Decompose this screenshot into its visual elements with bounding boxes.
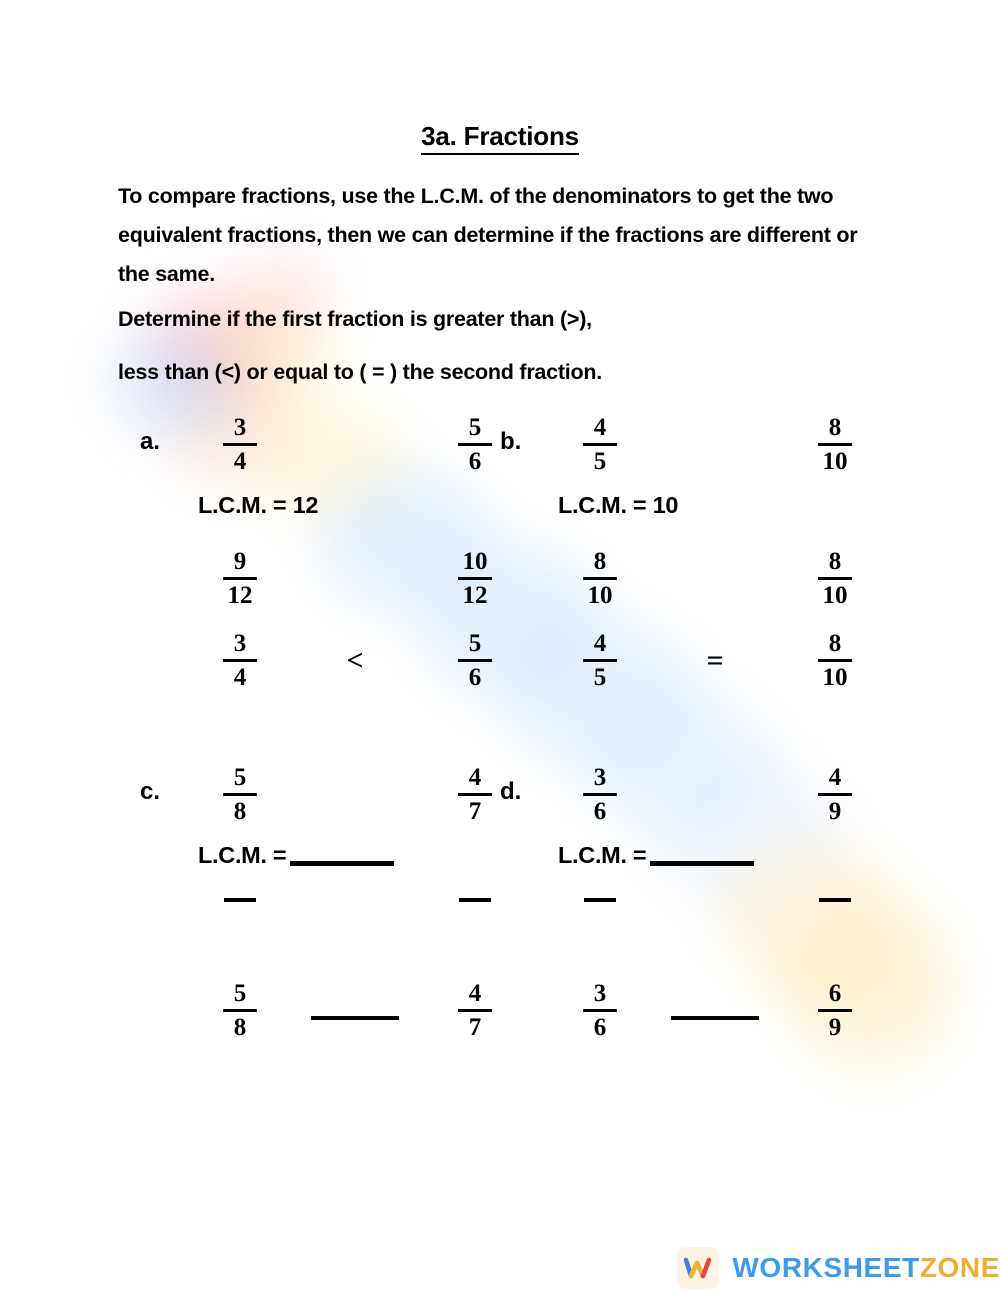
problem-a-lcm-value[interactable]: 12: [292, 492, 319, 518]
problem-c-comparison-blank[interactable]: [300, 994, 410, 1028]
problem-c-lcm: [198, 842, 394, 869]
problem-d-equivalent-right-blank[interactable]: [819, 898, 851, 902]
problem-b-equivalent-left[interactable]: $\frac{8}{10}$: [583, 548, 617, 609]
problem-c-letter: c.: [140, 778, 161, 805]
problem-a-answer-row: [180, 630, 540, 691]
problem-b-given-row: [540, 414, 900, 475]
problem-d-answer-right: $\frac{6}{9}$: [818, 980, 852, 1041]
problem-b-equivalent-right[interactable]: $\frac{8}{10}$: [818, 548, 852, 609]
problem-a-right-fraction: $\frac{5}{6}$: [458, 414, 492, 475]
problem-d-letter: d.: [500, 778, 522, 805]
problem-c-equivalent-right-blank[interactable]: [459, 898, 491, 902]
brand-primary: WORKSHEET: [732, 1252, 920, 1283]
problem-a-equivalent-right[interactable]: $\frac{10}{12}$: [458, 548, 492, 609]
problem-c-lcm-label: L.C.M. =: [198, 842, 287, 868]
problem-d-left-fraction: $\frac{3}{6}$: [583, 764, 617, 825]
page-title: [0, 121, 1000, 152]
problem-c-equivalent-row: [180, 898, 540, 902]
problem-b-answer-row: [540, 630, 900, 691]
problem-c-answer-left: $\frac{5}{8}$: [223, 980, 257, 1041]
problem-a-left-fraction: $\frac{3}{4}$: [223, 414, 257, 475]
problem-b-letter: b.: [500, 428, 522, 455]
problem-a-equivalent-row: [180, 548, 540, 609]
problem-b-comparison-symbol[interactable]: =: [706, 643, 724, 677]
problem-a-given-row: [180, 414, 540, 475]
problem-c-left-fraction: $\frac{5}{8}$: [223, 764, 257, 825]
problem-d-right-fraction: $\frac{4}{9}$: [818, 764, 852, 825]
problem-b-answer-right: $\frac{8}{10}$: [818, 630, 852, 691]
problem-d-given-row: [540, 764, 900, 825]
problem-c-given-row: [180, 764, 540, 825]
problem-b-lcm-label: L.C.M. =: [558, 492, 647, 518]
page-title-text: 3a. Fractions: [421, 121, 579, 155]
problem-d-lcm: [558, 842, 754, 869]
instruction-line-2: less than (<) or equal to ( = ) the second fraction.: [118, 360, 602, 384]
problem-c-lcm-blank[interactable]: [290, 861, 394, 866]
problem-a-answer-right: $\frac{5}{6}$: [458, 630, 492, 691]
problem-a-equivalent-left[interactable]: $\frac{9}{12}$: [223, 548, 257, 609]
w-logo-icon: [677, 1247, 719, 1289]
brand-wordmark: [732, 1252, 1000, 1284]
intro-paragraph: To compare fractions, use the L.C.M. of the denominators to get the two equivalent fractions, then we can determine if the fractions are different or the same.: [118, 184, 858, 286]
problem-a-lcm: [198, 492, 318, 519]
problem-b-answer-left: $\frac{4}{5}$: [583, 630, 617, 691]
problem-d-lcm-label: L.C.M. =: [558, 842, 647, 868]
problem-d-answer-row: [540, 980, 900, 1041]
problem-b-left-fraction: $\frac{4}{5}$: [583, 414, 617, 475]
problem-c-answer-row: [180, 980, 540, 1041]
problem-b-right-fraction: $\frac{8}{10}$: [818, 414, 852, 475]
footer-branding: [677, 1247, 1000, 1289]
problem-a-letter: a.: [140, 428, 161, 455]
problem-d-equivalent-row: [540, 898, 900, 902]
problem-b-equivalent-row: [540, 548, 900, 609]
problem-a-comparison-symbol[interactable]: <: [346, 643, 364, 677]
problem-d-lcm-blank[interactable]: [650, 861, 754, 866]
problem-c-right-fraction: $\frac{4}{7}$: [458, 764, 492, 825]
problem-d-comparison-blank[interactable]: [660, 994, 770, 1028]
problem-c-equivalent-left-blank[interactable]: [224, 898, 256, 902]
problem-c-answer-right: $\frac{4}{7}$: [458, 980, 492, 1041]
problem-a-answer-left: $\frac{3}{4}$: [223, 630, 257, 691]
problem-d-equivalent-left-blank[interactable]: [584, 898, 616, 902]
problem-a-lcm-label: L.C.M. =: [198, 492, 287, 518]
problem-d-answer-left: $\frac{3}{6}$: [583, 980, 617, 1041]
brand-secondary: ZONE: [919, 1252, 1000, 1283]
instruction-line-1: Determine if the first fraction is greater than (>),: [118, 307, 592, 331]
problem-b-lcm: [558, 492, 678, 519]
problem-b-lcm-value[interactable]: 10: [652, 492, 679, 518]
